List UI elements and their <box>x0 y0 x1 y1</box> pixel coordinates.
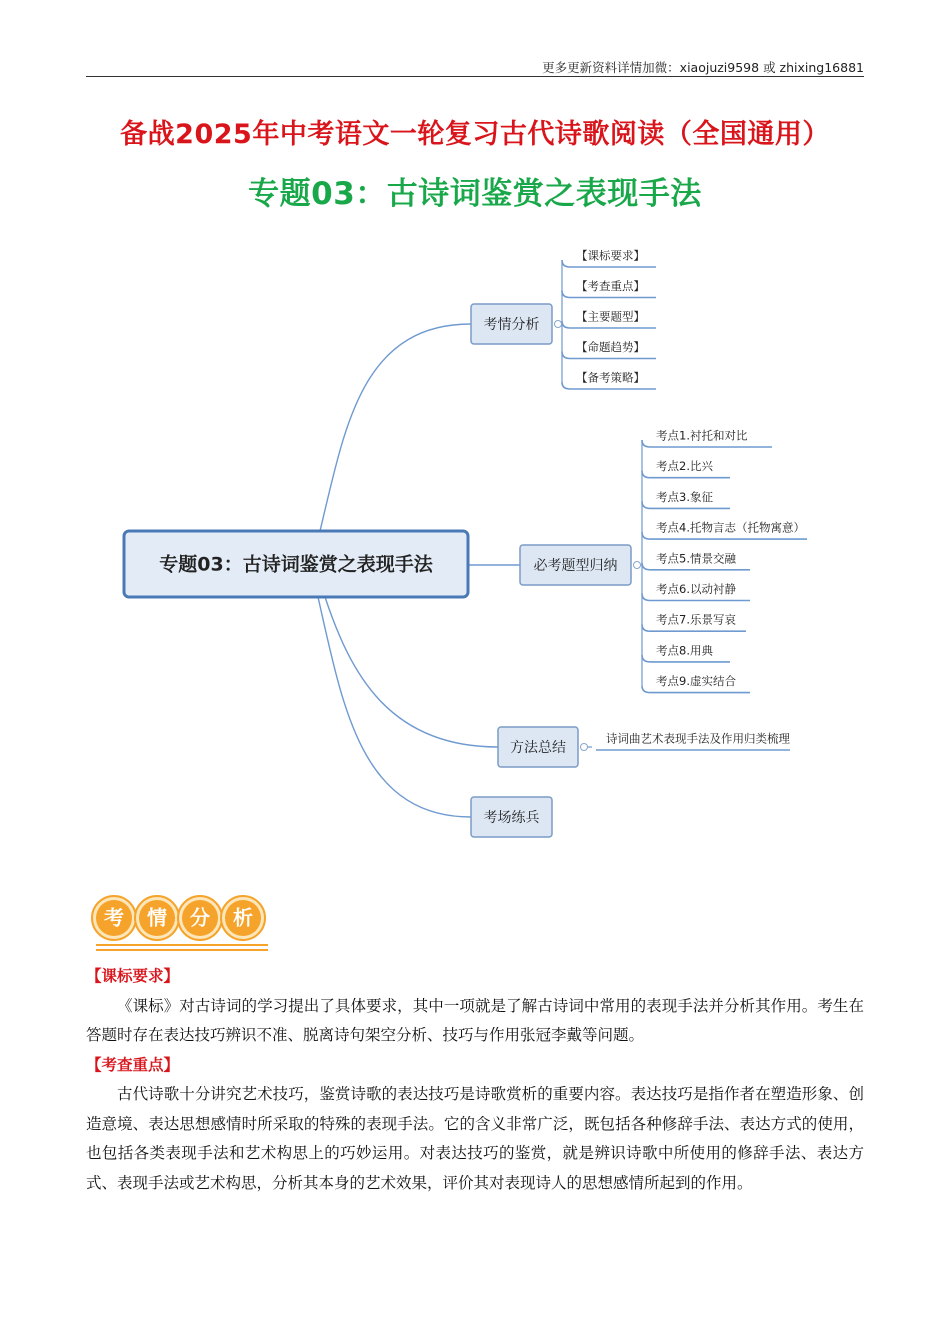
header-note: 更多更新资料详情加微：xiaojuzi9598 或 zhixing16881 <box>542 60 864 75</box>
mind-map-leaf-label: 【主要题型】 <box>576 309 645 324</box>
mind-map-branch-label-3: 方法总结 <box>510 740 566 756</box>
mind-map <box>0 225 950 855</box>
mind-map-leaf-label: 考点4.托物言志（托物寓意） <box>656 520 805 535</box>
mind-map-root-label: 专题03：古诗词鉴赏之表现手法 <box>159 553 433 576</box>
badge-circle-3 <box>178 896 222 940</box>
badge-char-4: 析 <box>233 905 253 930</box>
section-label-focus: 【考查重点】 <box>86 1055 180 1074</box>
mind-map-connector-4 <box>318 597 471 817</box>
mind-map-branch-label-4: 考场练兵 <box>483 810 540 826</box>
badge-char-1: 考 <box>104 905 124 930</box>
mind-map-leaf-label: 【命题趋势】 <box>576 340 645 354</box>
mind-map-leaf-label: 【考查重点】 <box>576 279 645 293</box>
mind-map-collapse-dot-1 <box>555 321 562 328</box>
mind-map-nodes <box>124 249 805 838</box>
mind-map-leaf-label: 考点8.用典 <box>656 643 713 658</box>
main-title: 备战2025年中考语文一轮复习古代诗歌阅读（全国通用） <box>120 119 830 150</box>
mind-map-connector-1 <box>320 324 471 531</box>
section-label-standards: 【课标要求】 <box>86 967 180 985</box>
paragraph-focus: 古代诗歌十分讲究艺术技巧，鉴赏诗歌的表达技巧是诗歌赏析的重要内容。表达技巧是指作者在塑造形象、创造意境、表达思想感情时所采取的特殊的表现手法。它的含义非常广泛，既包括各种修辞手法、表达方式的使用，也包括各类表现手法和艺术构思上的巧妙运用。对表达技巧的鉴赏，就是辨识诗歌中所使用的修辞手法、表达方式、表现手法或艺术构思，分析其本身的艺术效果，评价其对表现诗人的思想感情所起到的作用。 <box>86 1085 864 1192</box>
paragraph-standards: 《课标》对古诗词的学习提出了具体要求，其中一项就是了解古诗词中常用的表现手法并分析其作用。考生在答题时存在表达技巧辨识不准、脱离诗句架空分析、技巧与作用张冠李戴等问题。 <box>86 996 864 1044</box>
mind-map-leaf-label: 考点7.乐景写哀 <box>656 612 736 627</box>
mind-map-branch-label-2: 必考题型归纳 <box>533 558 618 574</box>
badge-char-2: 情 <box>147 905 167 930</box>
mind-map-leaf-label: 考点9.虚实结合 <box>656 674 736 689</box>
mind-map-leaf-label: 考点2.比兴 <box>656 459 713 474</box>
badge-char-3: 分 <box>190 905 210 930</box>
mind-map-collapse-dot-2 <box>634 562 641 569</box>
header-rule <box>86 76 864 77</box>
mind-map-leaf-label: 【课标要求】 <box>576 248 645 263</box>
mind-map-leaf-label: 考点1.衬托和对比 <box>656 428 748 443</box>
sub-title: 专题03：古诗词鉴赏之表现手法 <box>248 176 702 212</box>
badge-circle-1 <box>92 896 136 940</box>
mind-map-leaf-label: 【备考策略】 <box>576 370 645 385</box>
section-badge <box>88 890 278 954</box>
mind-map-branch-label-1: 考情分析 <box>483 317 540 333</box>
badge-circle-2 <box>135 896 179 940</box>
mind-map-leaf-label: 考点3.象征 <box>656 489 713 504</box>
badge-circle-4 <box>221 896 265 940</box>
mind-map-leaf-label: 考点5.情景交融 <box>656 551 736 566</box>
content-body <box>86 962 864 1198</box>
mind-map-collapse-dot-3 <box>581 744 588 751</box>
mind-map-connector-3 <box>325 597 498 747</box>
mind-map-leaf-label: 考点6.以动衬静 <box>656 582 736 596</box>
mind-map-leaf-label: 诗词曲艺术表现手法及作用归类梳理 <box>606 731 790 746</box>
